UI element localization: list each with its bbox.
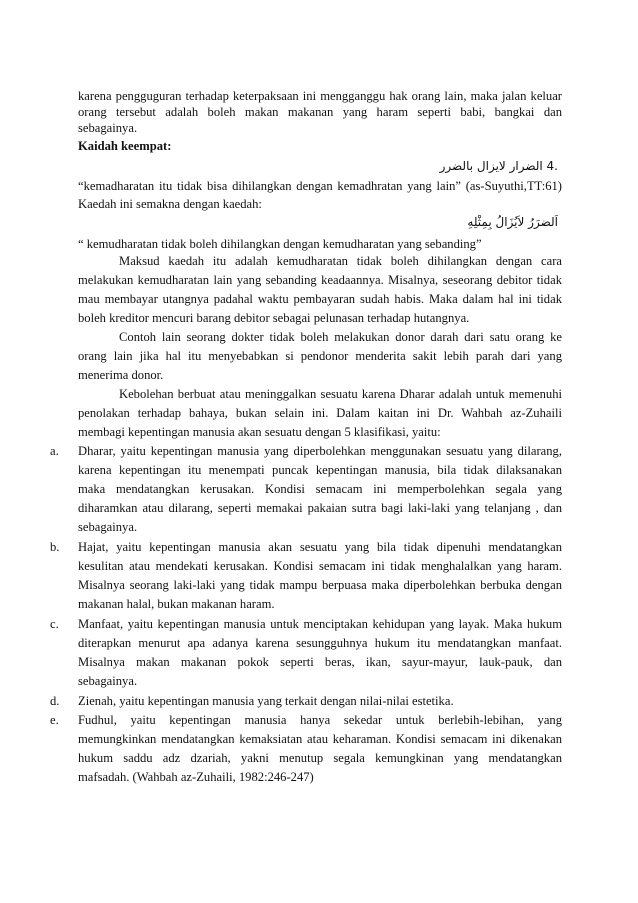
list-item-line: Fudhul, yaitu kepentingan manusia hanya sekedar untuk berlebih-lebihan, yang (78, 713, 562, 727)
list-item-line: kesulitan atau mendekati kerusakan. Kondisi semacam ini tidak menghalalkan yang haram. (78, 559, 562, 573)
list-item-line: diterapkan menurut apa adanya karena sesungguhnya hukum itu mendatangkan manfaat. (78, 636, 562, 650)
paragraph-line: sebagainya. (78, 121, 138, 135)
list-marker: b. (50, 540, 60, 554)
list-item-line: sebagainya. (78, 520, 138, 534)
paragraph-line: Kebolehan berbuat atau meninggalkan sesuatu karena Dharar adalah untuk memenuhi (119, 387, 562, 401)
list-item-line: Misalnya makan makanan pokok seperti beras, ikan, sayur-mayur, lauk-pauk, dan (78, 655, 562, 669)
list-marker: c. (50, 617, 59, 631)
paragraph-line: orang lain jika hal itu menyebabkan si pendonor menderita sakit lebih parah dari yang (78, 349, 562, 363)
list-item-line: Manfaat, yaitu kepentingan manusia untuk menciptakan kehidupan yang layak. Maka hukum (78, 617, 562, 631)
paragraph-line: penolakan terhadap bahaya, bukan selain ini. Dalam kaitan ini Dr. Wahbah az-Zuhaili (78, 406, 562, 420)
paragraph-line: Maksud kaedah itu adalah kemudharatan tidak boleh dihilangkan dengan cara (119, 254, 562, 268)
list-marker: e. (50, 713, 59, 727)
paragraph-line: membagi kepentingan manusia akan sesuatu dengan 5 klasifikasi, yaitu: (78, 425, 441, 439)
list-marker: d. (50, 694, 60, 708)
paragraph-line: Contoh lain seorang dokter tidak boleh melakukan donor darah dari satu orang ke (119, 330, 562, 344)
paragraph-line: boleh kreditor mencuri barang debitor sebagai pelunasan terhadap hutangnya. (78, 311, 470, 325)
rule2-translation: “ kemudharatan tidak boleh dihilangkan dengan kemudharatan yang sebanding” (78, 237, 482, 251)
list-marker: a. (50, 444, 59, 458)
arabic-rule-2: اَلضرَرُ لاَيُزَالُ بِمِثْلِهِ (467, 215, 558, 229)
paragraph-line: orang tersebut adalah boleh makan makanan yang haram seperti babi, bangkai dan (78, 105, 562, 119)
list-item-line: maka mendatangkan kerusakan. Kondisi semacam ini memperbolehkan segala yang (78, 482, 562, 496)
list-item-line: diharamkan atau dilarang, seperti memakai pakaian sutra bagi laki-laki yang telanjang , dan (78, 501, 562, 515)
list-item-line: memungkinkan mendatangkan kemaksiatan atau keharaman. Kondisi semacam ini dikenakan (78, 732, 562, 746)
rule-intro: Kaedah ini semakna dengan kaedah: (78, 197, 262, 211)
list-item-line: makanan halal, bukan makanan haram. (78, 597, 275, 611)
paragraph-line: melakukan kemudharatan lain yang sebanding keadaannya. Misalnya, seseorang debitor tidak (78, 273, 562, 287)
paragraph-line: mau membayar utangnya padahal waktu pembayaran sudah habis. Maka dalam hal ini tidak (78, 292, 562, 306)
list-item-line: mafsadah. (Wahbah az-Zuhaili, 1982:246-247) (78, 770, 314, 784)
list-item-line: Dharar, yaitu kepentingan manusia yang diperbolehkan menggunakan sesuatu yang dilarang, (78, 444, 562, 458)
list-item-line: karena kepentingan itu menempati puncak kepentingan manusia, bila tidak dilaksanakan (78, 463, 562, 477)
rule-translation: “kemadharatan itu tidak bisa dihilangkan dengan kemadhratan yang lain” (as-Suyuthi,TT:61) (78, 179, 562, 193)
paragraph-line: menerima donor. (78, 368, 164, 382)
list-item-line: Misalnya seorang laki-laki yang tidak mampu berpuasa maka diperbolehkan berbuka dengan (78, 578, 562, 592)
list-item-line: Zienah, yaitu kepentingan manusia yang terkait dengan nilai-nilai estetika. (78, 694, 454, 708)
list-item-line: Hajat, yaitu kepentingan manusia akan sesuatu yang bila tidak dipenuhi mendatangkan (78, 540, 562, 554)
arabic-rule: .4 الضرار لايزال بالضرر (439, 159, 558, 173)
paragraph-line: karena pengguguran terhadap keterpaksaan ini mengganggu hak orang lain, maka jalan keluar (78, 89, 562, 103)
list-item-line: sebagainya. (78, 674, 138, 688)
kaidah-heading: Kaidah keempat: (78, 139, 172, 153)
list-item-line: hukum saddu adz dzariah, yakni menutup segala kemungkinan yang mendatangkan (78, 751, 562, 765)
